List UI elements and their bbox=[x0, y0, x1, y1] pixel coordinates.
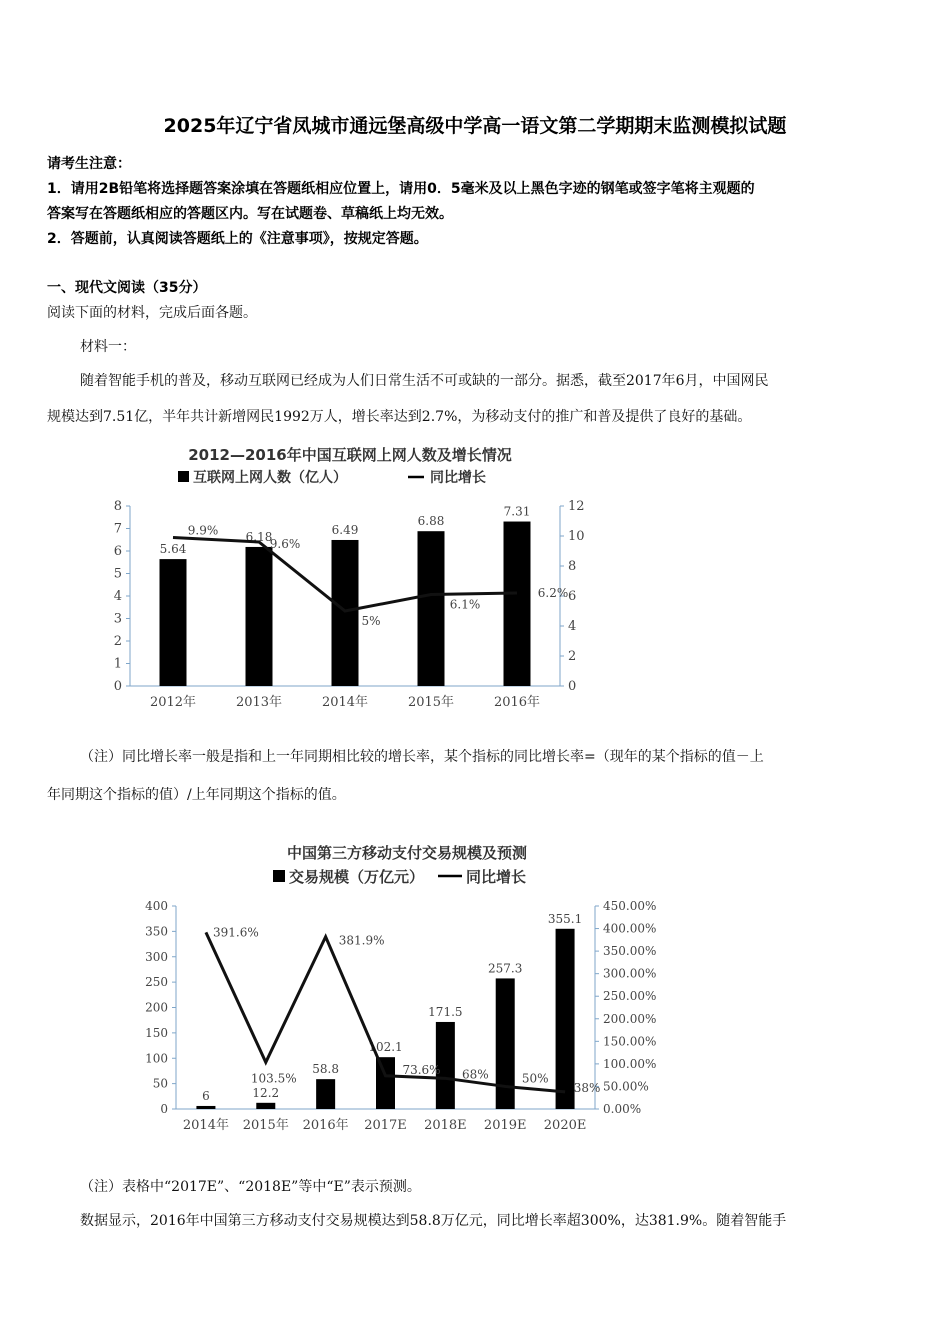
bar-value-label: 171.5 bbox=[428, 1004, 463, 1019]
y-tick-label: 2 bbox=[113, 634, 122, 649]
bar bbox=[160, 559, 187, 686]
bar bbox=[376, 1057, 395, 1109]
y2-tick-label: 6 bbox=[568, 589, 577, 604]
y-tick-label: 350 bbox=[145, 924, 168, 939]
notice-item-2: 2．答题前，认真阅读答题纸上的《注意事项》，按规定答题。 bbox=[47, 231, 428, 247]
x-tick-label: 2020E bbox=[543, 1118, 587, 1133]
bar bbox=[496, 978, 515, 1109]
legend-line-label: 同比增长 bbox=[466, 868, 527, 886]
chart-mobile-payment bbox=[130, 838, 690, 1138]
x-tick-label: 2013年 bbox=[235, 695, 283, 710]
notice-item-1: 1．请用2B铅笔将选择题答案涂填在答题纸相应位置上，请用0．5毫米及以上黑色字迹的钢笔或签字笔将主观题的 bbox=[47, 181, 755, 197]
growth-value-label: 391.6% bbox=[213, 925, 259, 940]
y-tick-label: 8 bbox=[113, 499, 122, 514]
bar-value-label: 6.49 bbox=[331, 522, 359, 537]
notice-heading: 请考生注意： bbox=[47, 156, 131, 172]
y-tick-label: 100 bbox=[145, 1051, 168, 1066]
growth-value-label: 103.5% bbox=[250, 1071, 297, 1086]
y-tick-label: 250 bbox=[145, 975, 168, 990]
x-tick-label: 2019E bbox=[483, 1118, 527, 1133]
y-tick-label: 50 bbox=[152, 1076, 168, 1091]
x-tick-label: 2017E bbox=[364, 1118, 407, 1133]
growth-value-label: 38% bbox=[573, 1080, 601, 1095]
y-tick-label: 300 bbox=[145, 949, 168, 964]
paragraph-1: 随着智能手机的普及，移动互联网已经成为人们日常生活不可或缺的一部分。据悉，截至2017年6月，中国网民 bbox=[80, 373, 769, 389]
y-tick-label: 6 bbox=[113, 544, 122, 559]
chart-internet-users bbox=[90, 438, 610, 718]
growth-value-label: 50% bbox=[521, 1071, 549, 1086]
bar bbox=[556, 929, 575, 1109]
x-tick-label: 2014年 bbox=[321, 695, 369, 710]
paragraph-1-cont: 规模达到7.51亿，半年共计新增网民1992万人，增长率达到2.7%，为移动支付的推广和普及提供了良好的基础。 bbox=[47, 409, 752, 425]
y2-tick-label: 50.00% bbox=[603, 1079, 649, 1094]
bar-value-label: 58.8 bbox=[312, 1062, 340, 1077]
bar-value-label: 102.1 bbox=[368, 1040, 403, 1055]
growth-value-label: 73.6% bbox=[402, 1062, 441, 1077]
bar-value-label: 5.64 bbox=[159, 542, 187, 557]
y-tick-label: 200 bbox=[145, 1000, 168, 1015]
growth-value-label: 6.2% bbox=[537, 586, 569, 600]
x-tick-label: 2016年 bbox=[302, 1118, 349, 1133]
x-tick-label: 2015年 bbox=[407, 695, 455, 710]
legend-line-label: 同比增长 bbox=[430, 470, 486, 486]
x-tick-label: 2015年 bbox=[242, 1118, 289, 1133]
bar bbox=[418, 531, 445, 686]
bar bbox=[256, 1103, 275, 1109]
bar-value-label: 7.31 bbox=[503, 504, 531, 519]
x-tick-label: 2016年 bbox=[493, 695, 541, 710]
legend-bar-swatch bbox=[178, 471, 189, 482]
y2-tick-label: 400.00% bbox=[603, 921, 657, 936]
bar-value-label: 6.18 bbox=[245, 529, 273, 544]
bar-value-label: 12.2 bbox=[252, 1085, 280, 1100]
note-2: （注）表格中“2017E”、“2018E”等中“E”表示预测。 bbox=[80, 1179, 421, 1195]
y2-tick-label: 4 bbox=[568, 619, 577, 634]
growth-value-label: 9.6% bbox=[269, 537, 301, 551]
y-tick-label: 7 bbox=[113, 521, 122, 537]
bar-value-label: 257.3 bbox=[488, 961, 523, 976]
y-tick-label: 0 bbox=[113, 679, 122, 694]
growth-value-label: 6.1% bbox=[449, 597, 481, 612]
y2-tick-label: 200.00% bbox=[603, 1011, 657, 1026]
x-tick-label: 2012年 bbox=[149, 695, 197, 710]
bar bbox=[504, 522, 531, 686]
y-tick-label: 3 bbox=[113, 611, 122, 627]
bar bbox=[246, 547, 273, 686]
note-1: （注）同比增长率一般是指和上一年同期相比较的增长率，某个指标的同比增长率=（现年的某个指标的值－上 bbox=[80, 749, 764, 765]
bar-value-label: 6 bbox=[202, 1088, 210, 1103]
bar bbox=[196, 1106, 215, 1109]
section-heading: 一、现代文阅读（35分） bbox=[47, 280, 207, 296]
x-tick-label: 2014年 bbox=[182, 1118, 229, 1133]
y-tick-label: 0 bbox=[160, 1102, 168, 1116]
legend-bar-swatch bbox=[273, 870, 285, 882]
y2-tick-label: 450.00% bbox=[603, 899, 657, 913]
y-tick-label: 150 bbox=[145, 1025, 168, 1040]
y2-tick-label: 0 bbox=[568, 679, 577, 694]
notice-item-1-cont: 答案写在答题纸相应的答题区内。写在试题卷、草稿纸上均无效。 bbox=[47, 206, 453, 222]
y2-tick-label: 8 bbox=[568, 559, 577, 574]
growth-value-label: 381.9% bbox=[338, 933, 385, 948]
legend-bar-label: 互联网上网人数（亿人） bbox=[193, 470, 347, 486]
y-tick-label: 4 bbox=[113, 589, 122, 604]
y2-tick-label: 10 bbox=[568, 529, 585, 544]
y-tick-label: 400 bbox=[145, 899, 168, 913]
bar-value-label: 355.1 bbox=[547, 911, 583, 926]
material-label: 材料一： bbox=[80, 339, 136, 355]
chart-title: 2012—2016年中国互联网上网人数及增长情况 bbox=[188, 446, 512, 464]
growth-value-label: 9.9% bbox=[187, 523, 219, 538]
bar bbox=[316, 1079, 335, 1109]
legend-bar-label: 交易规模（万亿元） bbox=[289, 868, 425, 886]
y-tick-label: 5 bbox=[113, 566, 122, 582]
y2-tick-label: 250.00% bbox=[603, 989, 657, 1004]
x-tick-label: 2018E bbox=[424, 1118, 467, 1133]
page-title: 2025年辽宁省凤城市通远堡高级中学高一语文第二学期期末监测模拟试题 bbox=[163, 115, 787, 137]
paragraph-2: 数据显示，2016年中国第三方移动支付交易规模达到58.8万亿元，同比增长率超300%，达381.9%。随着智能手 bbox=[80, 1213, 787, 1229]
y2-tick-label: 150.00% bbox=[603, 1034, 657, 1049]
y2-tick-label: 2 bbox=[568, 649, 577, 664]
growth-value-label: 68% bbox=[462, 1067, 489, 1082]
section-instruction: 阅读下面的材料，完成后面各题。 bbox=[47, 305, 257, 321]
y2-tick-label: 350.00% bbox=[603, 944, 657, 959]
bar-value-label: 6.88 bbox=[417, 514, 445, 529]
chart-title: 中国第三方移动支付交易规模及预测 bbox=[286, 844, 528, 862]
y-tick-label: 1 bbox=[113, 656, 122, 672]
y2-tick-label: 0.00% bbox=[603, 1102, 642, 1116]
growth-value-label: 5% bbox=[361, 614, 381, 628]
y2-tick-label: 100.00% bbox=[603, 1056, 657, 1071]
bar bbox=[332, 540, 359, 686]
y2-tick-label: 300.00% bbox=[603, 966, 657, 981]
y2-tick-label: 12 bbox=[568, 499, 585, 514]
note-1-cont: 年同期这个指标的值）/上年同期这个指标的值。 bbox=[47, 787, 346, 803]
